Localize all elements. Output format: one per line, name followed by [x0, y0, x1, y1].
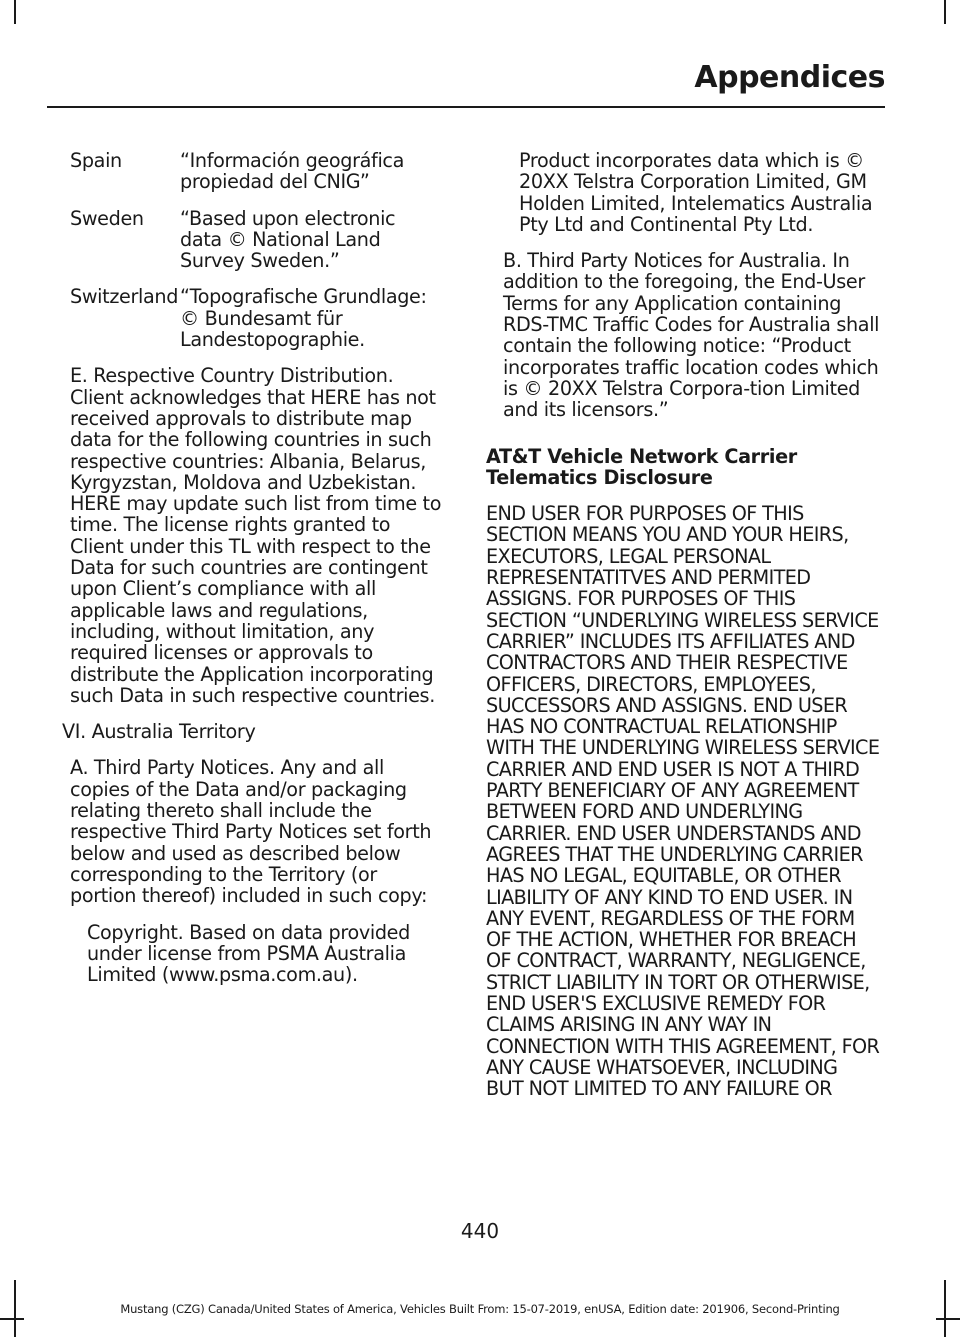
country-name: Switzerland — [70, 285, 179, 309]
paragraph-third-party-notices: A. Third Party Notices. Any and all copies of the Data and/or packaging relating thereto shall include the respective Third Party Notices set forth below and used as described below corresponding to the Territory (or portion thereof) included in such copy: — [70, 756, 432, 908]
page-title: Appendices — [694, 60, 885, 95]
paragraph-telstra-notice: Product incorporates data which is © 20XX Telstra Corporation Limited, GM Holden Limited, Intelematics Australia Pty Ltd and Continental Pty Ltd. — [519, 149, 873, 236]
country-row-spain — [70, 150, 442, 193]
country-name: Spain — [70, 149, 122, 172]
country-notice: “Topografische Grundlage: © Bundesamt für Landestopographie. — [180, 285, 427, 352]
section-heading-australia: VI. Australia Territory — [62, 720, 256, 744]
paragraph-psma-copyright: Copyright. Based on data provided under license from PSMA Australia Limited (www.psma.com.au). — [87, 920, 410, 987]
right-column — [486, 150, 880, 1114]
country-notice: “Información geográfica propiedad del CNIG” — [180, 149, 405, 194]
country-name: Sweden — [70, 206, 144, 230]
crop-mark-top-left-v — [14, 0, 16, 24]
header-divider — [47, 106, 885, 108]
footer-edition-info: Mustang (CZG) Canada/United States of America, Vehicles Built From: 15-07-2019, enUSA, Edition date: 201906, Second-Printing — [120, 1302, 840, 1316]
page-number: 440 — [460, 1219, 500, 1243]
crop-mark-bottom-left-h — [0, 1318, 24, 1320]
paragraph-australia-notices: B. Third Party Notices for Australia. In addition to the foregoing, the End-User Terms for any Application containing RDS-TMC Traffic Codes for Australia shall contain the following notice: “Product incorporates traffic location codes which is © 20XX Telstra Corpora-tion Limited and its licensors.” — [503, 249, 880, 422]
crop-mark-bottom-right-h — [936, 1318, 960, 1320]
left-column — [62, 149, 442, 1000]
paragraph-country-distribution: E. Respective Country Distribution. Client acknowledges that HERE has not received approvals to distribute map data for the following countries in such respective countries: Albania, Belarus, Kyrgyzstan, Moldova and Uzbekistan. HERE may update such list from time to time. The license rights granted to Client under this TL with respect to the Data for such countries are contingent upon Client’s compliance with all applicable laws and regulations, including, without limitation, any required licenses or approvals to distribute the Application incorporating such Data in such respective countries. — [70, 364, 442, 707]
section-heading-att: AT&T Vehicle Network Carrier Telematics Disclosure — [486, 444, 797, 489]
crop-mark-top-right-v — [944, 0, 946, 24]
country-row-sweden — [70, 208, 442, 272]
country-row-switzerland — [70, 286, 442, 350]
country-notice: “Based upon electronic data © National Land Survey Sweden.” — [180, 206, 396, 273]
paragraph-att-disclosure: END USER FOR PURPOSES OF THIS SECTION MEANS YOU AND YOUR HEIRS, EXECUTORS, LEGAL PERSONAL REPRESENTATITVES AND PERMITED ASSIGNS. FOR PURPOSES OF THIS SECTION “UNDERLYING WIRELESS SERVICE CARRIER” INCLUDES ITS AFFILIATES AND CONTRACTORS AND THEIR RESPECTIVE OFFICERS, DIRECTORS, EMPLOYEES, SUCCESSORS AND ASSIGNS. END USER HAS NO CONTRACTUAL RELATIONSHIP WITH THE UNDERLYING WIRELESS SERVICE CARRIER AND END USER IS NOT A THIRD PARTY BENEFICIARY OF ANY AGREEMENT BETWEEN FORD AND UNDERLYING CARRIER. END USER UNDERSTANDS AND AGREES THAT THE UNDERLYING CARRIER HAS NO LEGAL, EQUITABLE, OR OTHER LIABILITY OF ANY KIND TO END USER. IN ANY EVENT, REGARDLESS OF THE FORM OF THE ACTION, WHETHER FOR BREACH OF CONTRACT, WARRANTY, NEGLIGENCE, STRICT LIABILITY IN TORT OR OTHERWISE, END USER'S EXCLUSIVE REMEDY FOR CLAIMS ARISING IN ANY WAY IN CONNECTION WITH THIS AGREEMENT, FOR ANY CAUSE WHATSOEVER, INCLUDING BUT NOT LIMITED TO ANY FAILURE OR — [486, 502, 880, 1101]
